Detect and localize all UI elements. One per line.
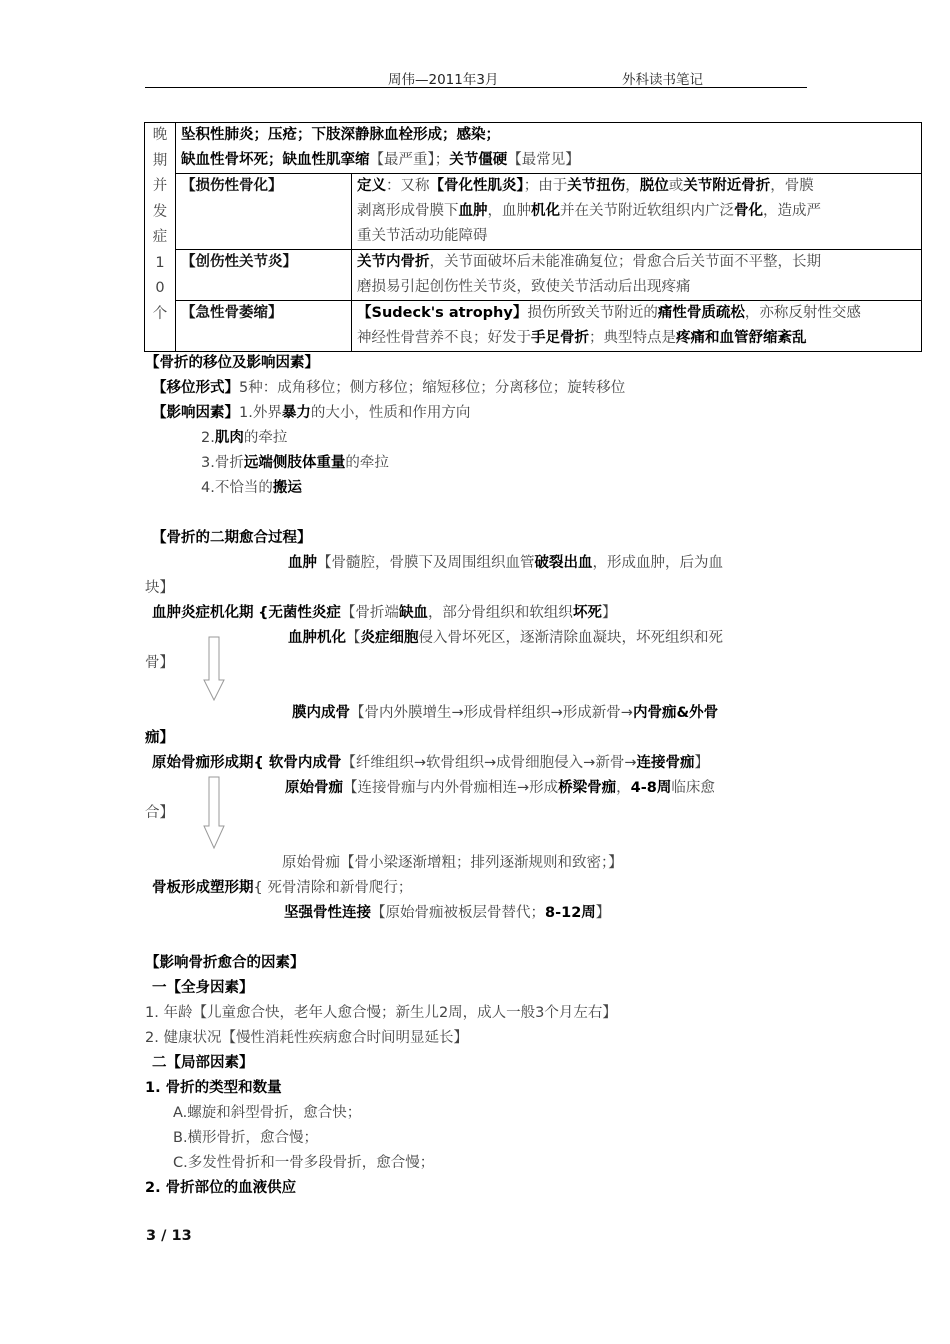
stage1-inflammation: 血肿炎症机化期 {无菌性炎症【骨折端缺血，部分骨组织和软组织坏死】: [152, 605, 617, 621]
factors-local-1: 1. 骨折的类型和数量: [145, 1080, 282, 1096]
stage1-hematoma-cont: 块】: [145, 580, 174, 596]
page-number: 3 / 13: [146, 1228, 192, 1244]
stage2-primary-callus-cont: 合】: [145, 805, 174, 821]
factors-general-2: 2. 健康状况【慢性消耗性疾病愈合时间明显延长】: [145, 1030, 468, 1046]
displacement-title: 【骨折的移位及影响因素】: [145, 355, 319, 371]
header-title: 外科读书笔记: [622, 72, 703, 88]
stage2-intramembranous-cont: 痂】: [145, 730, 174, 746]
stage1-organization-cont: 骨】: [145, 655, 174, 671]
stage3-primary-callus: 原始骨痂【骨小梁逐渐增粗；排列逐渐规则和致密；】: [282, 855, 623, 871]
complications-table: [144, 122, 922, 352]
factors-local-2: 2. 骨折部位的血液供应: [145, 1180, 297, 1196]
row-general-complications: 坠积性肺炎；压疮；下肢深静脉血栓形成；感染； 缺血性骨坏死；缺血性肌挛缩【最严重】；关节僵硬【最常见】: [176, 123, 922, 174]
factors-local: 二【局部因素】: [152, 1055, 254, 1071]
stage3-union: 坚强骨性连接【原始骨痂被板层骨替代；8-12周】: [284, 905, 611, 921]
factors-general: 一【全身因素】: [152, 980, 254, 996]
label-heterotopic-ossification: 【损伤性骨化】: [176, 174, 352, 250]
stage2-intramembranous: 膜内成骨【骨内外膜增生→形成骨样组织→形成新骨→内骨痂&外骨: [292, 705, 719, 721]
side-label: 晚 期 并 发 症 1 0 个: [145, 123, 176, 352]
stage1-hematoma: 血肿【骨髓腔，骨膜下及周围组织血管破裂出血，形成血肿，后为血: [288, 555, 723, 571]
factors-title: 【影响骨折愈合的因素】: [145, 955, 305, 971]
header-author-date: 周伟—2011年3月: [388, 72, 499, 88]
displacement-factor-2: 2.肌肉的牵拉: [201, 430, 288, 446]
displacement-forms: 【移位形式】5种：成角移位；侧方移位；缩短移位；分离移位；旋转移位: [152, 380, 626, 396]
displacement-factor-3: 3.骨折远端侧肢体重量的牵拉: [201, 455, 389, 471]
desc-acute-bone-atrophy: 【Sudeck's atrophy】损伤所致关节附近的痛性骨质疏松，亦称反射性交感 神经性骨营养不良；好发于手足骨折；典型特点是疼痛和血管舒缩紊乱: [352, 301, 922, 352]
header-rule: [145, 87, 807, 88]
factors-general-1: 1. 年龄【儿童愈合快，老年人愈合慢；新生儿2周，成人一般3个月左右】: [145, 1005, 617, 1021]
stage3-remodeling: 骨板形成塑形期{ 死骨清除和新骨爬行；: [152, 880, 413, 896]
desc-traumatic-arthritis: 关节内骨折，关节面破坏后未能准确复位；骨愈合后关节面不平整，长期 磨损易引起创伤性关节炎，致使关节活动后出现疼痛: [352, 250, 922, 301]
label-traumatic-arthritis: 【创伤性关节炎】: [176, 250, 352, 301]
displacement-factor-1: 【影响因素】1.外界暴力的大小，性质和作用方向: [152, 405, 471, 421]
label-acute-bone-atrophy: 【急性骨萎缩】: [176, 301, 352, 352]
down-arrow-icon: [202, 636, 226, 702]
factors-local-1a: A.螺旋和斜型骨折，愈合快；: [173, 1105, 362, 1121]
factors-local-1b: B.横形骨折，愈合慢；: [173, 1130, 319, 1146]
stage2-endochondral: 原始骨痂形成期{ 软骨内成骨【纤维组织→软骨组织→成骨细胞侵入→新骨→连接骨痂】: [152, 755, 709, 771]
stage2-primary-callus: 原始骨痂【连接骨痂与内外骨痂相连→形成桥梁骨痂，4-8周临床愈: [285, 780, 715, 796]
down-arrow-icon: [202, 776, 226, 850]
desc-heterotopic-ossification: 定义：又称【骨化性肌炎】；由于关节扭伤，脱位或关节附近骨折，骨膜 剥离形成骨膜下血肿，血肿机化并在关节附近软组织内广泛骨化，造成严 重关节活动功能障碍: [352, 174, 922, 250]
factors-local-1c: C.多发性骨折和一骨多段骨折，愈合慢；: [173, 1155, 435, 1171]
displacement-factor-4: 4.不恰当的搬运: [201, 480, 302, 496]
healing-title: 【骨折的二期愈合过程】: [152, 530, 312, 546]
stage1-organization: 血肿机化【炎症细胞侵入骨坏死区，逐渐清除血凝块，坏死组织和死: [288, 630, 723, 646]
